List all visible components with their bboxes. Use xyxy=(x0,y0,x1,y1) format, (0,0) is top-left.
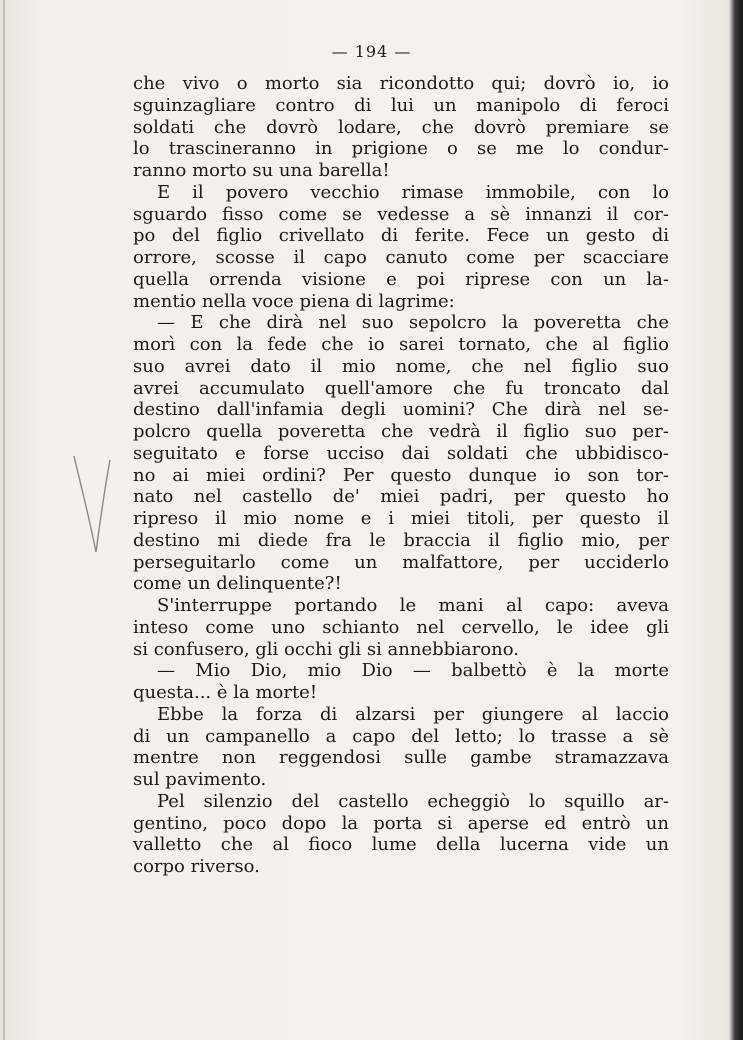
text-line: seguitato e forse ucciso dai soldati che ubbidisco- xyxy=(133,442,669,464)
text-line: che vivo o morto sia ricondotto qui; dovrò io, io xyxy=(133,73,669,94)
text-line: avrei accumulato quell'amore che fu troncato dal xyxy=(133,377,669,399)
text-line: inteso come uno schianto nel cervello, le idee gli xyxy=(133,616,669,638)
text-line: destino mi diede fra le braccia il figlio mio, per xyxy=(133,529,669,551)
text-line: di un campanello a capo del letto; lo trasse a sè xyxy=(133,725,669,747)
text-line: perseguitarlo come un malfattore, per ucciderlo xyxy=(133,551,669,573)
pencil-margin-mark xyxy=(72,452,112,562)
text-line: destino dall'infamia degli uomini? Che dirà nel se- xyxy=(133,399,669,421)
text-line: nato nel castello de' miei padri, per questo ho xyxy=(133,486,669,508)
text-line: polcro quella poveretta che vedrà il figlio suo per- xyxy=(133,421,669,442)
text-line: Ebbe la forza di alzarsi per giungere al laccio xyxy=(157,703,669,725)
text-line: soldati che dovrò lodare, che dovrò premiare se xyxy=(133,116,669,138)
text-line: ranno morto su una barella! xyxy=(133,160,390,181)
text-line: mentre non reggendosi sulle gambe stramazzava xyxy=(133,747,669,769)
text-line: no ai miei ordini? Per questo dunque io son tor- xyxy=(133,464,669,486)
text-line: quella orrenda visione e poi riprese con un la- xyxy=(133,268,669,290)
right-edge-shadow xyxy=(729,0,743,1040)
text-line: orrore, scosse il capo canuto come per scacciare xyxy=(133,247,669,268)
page-number: — 194 — xyxy=(331,42,412,61)
text-line: suo avrei dato il mio nome, che nel figlio suo xyxy=(133,355,669,377)
text-line: sguinzagliare contro di lui un manipolo di feroci xyxy=(133,94,669,116)
text-line: Pel silenzio del castello echeggiò lo squillo ar- xyxy=(157,790,669,812)
text-line: E il povero vecchio rimase immobile, con lo xyxy=(157,181,669,203)
text-line: ripreso il mio nome e i miei titoli, per questo il xyxy=(133,508,669,529)
text-line: gentino, poco dopo la porta si aperse ed entrò un xyxy=(133,812,669,834)
text-line: mentio nella voce piena di lagrime: xyxy=(133,290,455,312)
text-line: questa... è la morte! xyxy=(133,682,318,703)
left-edge-shadow xyxy=(3,0,5,1040)
text-line: si confusero, gli occhi gli si annebbiarono. xyxy=(133,638,519,660)
text-line: — E che dirà nel suo sepolcro la poveretta che xyxy=(157,312,669,334)
text-line: sul pavimento. xyxy=(133,769,267,790)
text-line: morì con la fede che io sarei tornato, che al figlio xyxy=(133,334,669,355)
text-line: po del figlio crivellato di ferite. Fece un gesto di xyxy=(133,225,669,247)
text-line: valletto che al fioco lume della lucerna vide un xyxy=(133,834,669,856)
text-line: sguardo fisso come se vedesse a sè innanzi il cor- xyxy=(133,203,669,225)
text-line: — Mio Dio, mio Dio — balbettò è la morte xyxy=(157,660,669,682)
text-line: come un delinquente?! xyxy=(133,573,342,595)
text-line: lo trascineranno in prigione o se me lo condur- xyxy=(133,138,669,160)
text-line: S'interruppe portando le mani al capo: aveva xyxy=(157,595,669,616)
text-line: corpo riverso. xyxy=(133,856,260,877)
body-text xyxy=(133,73,669,878)
